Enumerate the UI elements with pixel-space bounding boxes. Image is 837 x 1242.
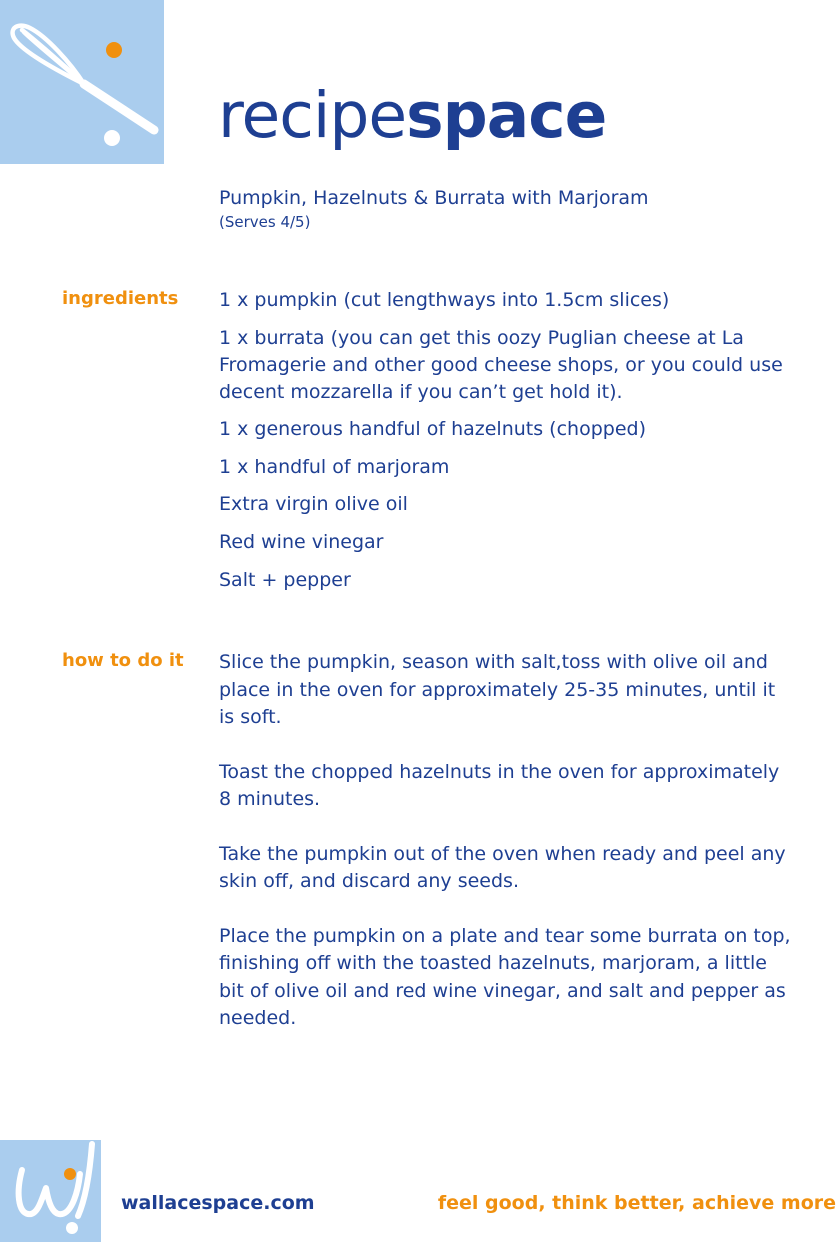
ingredients-list (219, 287, 794, 604)
method-step: Take the pumpkin out of the oven when ready and peel any skin off, and discard any seeds. (219, 842, 786, 892)
whisk-icon (0, 0, 164, 164)
recipe-title: Pumpkin, Hazelnuts & Burrata with Marjoram (219, 187, 649, 209)
footer-website-link[interactable]: wallacespace.com (121, 1192, 315, 1214)
ingredient-item: 1 x handful of marjoram (219, 455, 450, 478)
ingredient-item: Red wine vinegar (219, 530, 384, 553)
whisk-logo (0, 0, 164, 164)
ingredient-item: 1 x generous handful of hazelnuts (chopped) (219, 418, 646, 441)
recipe-serves: (Serves 4/5) (219, 213, 311, 231)
method-step: Slice the pumpkin, season with salt,toss with olive oil and place in the oven for approximately 25-35 minutes, until it is soft. (219, 651, 776, 728)
brand-wordmark-light: recipe (218, 79, 407, 152)
brand-wordmark (218, 76, 606, 156)
brand-wordmark-bold: space (406, 79, 607, 152)
method-steps (219, 649, 794, 1060)
ingredient-item: Extra virgin olive oil (219, 493, 408, 516)
method-step: Place the pumpkin on a plate and tear some burrata on top, finishing off with the toasted hazelnuts, marjoram, a little bit of olive oil and red wine vinegar, and salt and pepper as needed. (219, 924, 791, 1029)
wallacespace-w-logo-icon (0, 1140, 101, 1242)
method-step: Toast the chopped hazelnuts in the oven for approximately 8 minutes. (219, 760, 780, 810)
ingredient-item: Salt + pepper (219, 568, 351, 591)
method-heading: how to do it (62, 650, 184, 671)
ingredient-item: 1 x burrata (you can get this oozy Puglian cheese at La Fromagerie and other good cheese shops, or you could use decent mozzarella if you can’t get hold it). (219, 326, 783, 403)
footer-logo (0, 1140, 101, 1242)
ingredients-heading: ingredients (62, 288, 179, 309)
ingredient-item: 1 x pumpkin (cut lengthways into 1.5cm slices) (219, 289, 670, 311)
footer-tagline: feel good, think better, achieve more (437, 1192, 836, 1214)
